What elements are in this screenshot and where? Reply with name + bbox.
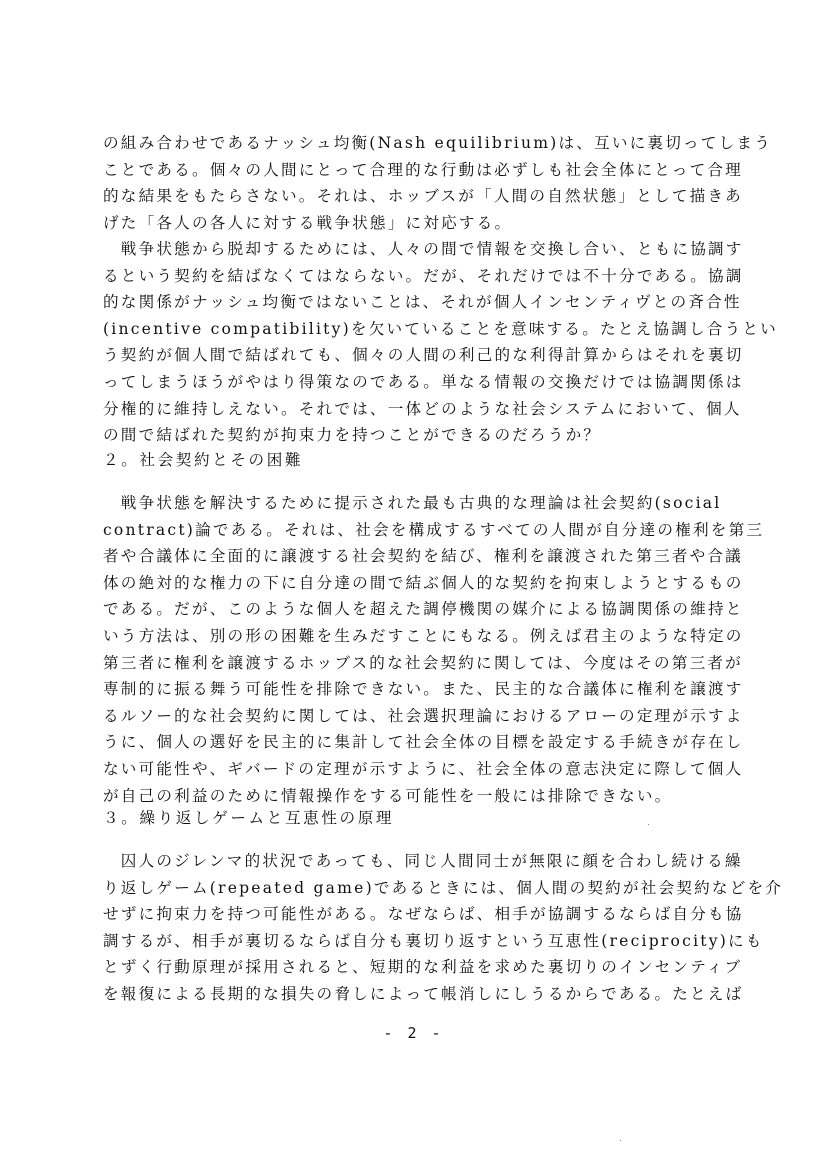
text-line: (incentive compatibility)を欠いていることを意味する。たとえ協調し合うとい	[103, 319, 778, 338]
text-line: contract)論である。それは、社会を構成するすべての人間が自分達の権利を第三	[103, 520, 765, 539]
text-line: の間で結ばれた契約が拘束力を持つことができるのだろうか？	[103, 426, 602, 445]
text-line: ってしまうほうがやはり得策なのである。単なる情報の交換だけでは協調関係は	[103, 372, 744, 391]
scan-speck	[620, 1140, 621, 1141]
text-line: せずに拘束力を持つ可能性がある。なぜならば、相手が協調するならば自分も協	[103, 905, 744, 924]
paragraph-repeated-game	[103, 848, 784, 1008]
text-line: の組み合わせであるナッシュ均衡(Nash equilibrium)は、互いに裏切ってしまう	[103, 134, 772, 152]
section-heading-repeated-game: ３。繰り返しゲームと互恵性の原理	[103, 809, 395, 827]
text-line: るという契約を結ばなくてはならない。だが、それだけでは不十分である。協調	[103, 266, 744, 285]
text-line: とずく行動原理が採用されると、短期的な利益を求めた裏切りのインセンティブ	[103, 958, 743, 977]
text-line: 戦争状態を解決するために提示された最も古典的な理論は社会契約(social	[103, 494, 722, 512]
text-line: である。だが、このような個人を超えた調停機関の媒介による協調関係の維持と	[103, 600, 744, 619]
section-heading-social-contract: ２。社会契約とその困難	[103, 451, 304, 469]
text-line: 体の絶対的な権力の下に自分達の間で結ぶ個人的な契約を拘束しようとするもの	[103, 573, 744, 592]
text-line: 第三者に権利を譲渡するホッブス的な社会契約に関しては、今度はその第三者が	[103, 653, 743, 672]
text-line: 囚人のジレンマ的状況であっても、同じ人間同士が無限に顔を合わし続ける繰	[103, 852, 743, 870]
text-line: 的な関係がナッシュ均衡ではないことは、それが個人インセンティヴとの斉合性	[103, 293, 742, 312]
scan-speck	[648, 824, 649, 825]
text-line: う契約が個人間で結ばれても、個々の人間の利己的な利得計算からはそれを裏切	[103, 346, 744, 365]
page-number: - 2 -	[383, 1024, 444, 1042]
text-line: 的な結果をもたらさない。それは、ホッブスが「人間の自然状態」として描きあ	[103, 187, 743, 206]
paragraph-escape-war-state	[103, 236, 778, 449]
text-line: り返しゲーム(repeated game)であるときには、個人間の契約が社会契約などを介	[103, 878, 784, 897]
text-line: げた「各人の各人に対する戦争状態」に対応する。	[103, 213, 513, 232]
text-line: 専制的に振る舞う可能性を排除できない。また、民主的な合議体に権利を譲渡す	[103, 680, 744, 699]
text-line: が自己の利益のために情報操作をする可能性を一般には排除できない。	[103, 786, 673, 805]
text-line: を報復による長期的な損失の脅しによって帳消しにしうるからである。たとえば	[103, 984, 744, 1003]
text-line: いう方法は、別の形の困難を生みだすことにもなる。例えば君主のような特定の	[103, 626, 744, 645]
text-line: ことである。個々の人間にとって合理的な行動は必ずしも社会全体にとって合理	[103, 160, 743, 179]
text-line: 調するが、相手が裏切るならば自分も裏切り返すという互恵性(reciprocity)にも	[103, 931, 764, 950]
text-line: うに、個人の選好を民主的に集計して社会全体の目標を設定する手続きが存在し	[103, 733, 744, 752]
text-line: 者や合議体に全面的に譲渡する社会契約を結び、権利を譲渡された第三者や合議	[103, 547, 743, 566]
text-line: ない可能性や、ギバードの定理が示すように、社会全体の意志決定に際して個人	[103, 759, 744, 778]
text-line: 戦争状態から脱却するためには、人々の間で情報を交換し合い、ともに協調す	[103, 240, 744, 258]
paragraph-social-contract	[103, 490, 765, 809]
paragraph-nash-equilibrium	[103, 130, 772, 236]
text-line: るルソー的な社会契約に関しては、社会選択理論におけるアローの定理が示すよ	[103, 706, 744, 725]
text-line: 分権的に維持しえない。それでは、一体どのような社会システムにおいて、個人	[103, 399, 742, 418]
